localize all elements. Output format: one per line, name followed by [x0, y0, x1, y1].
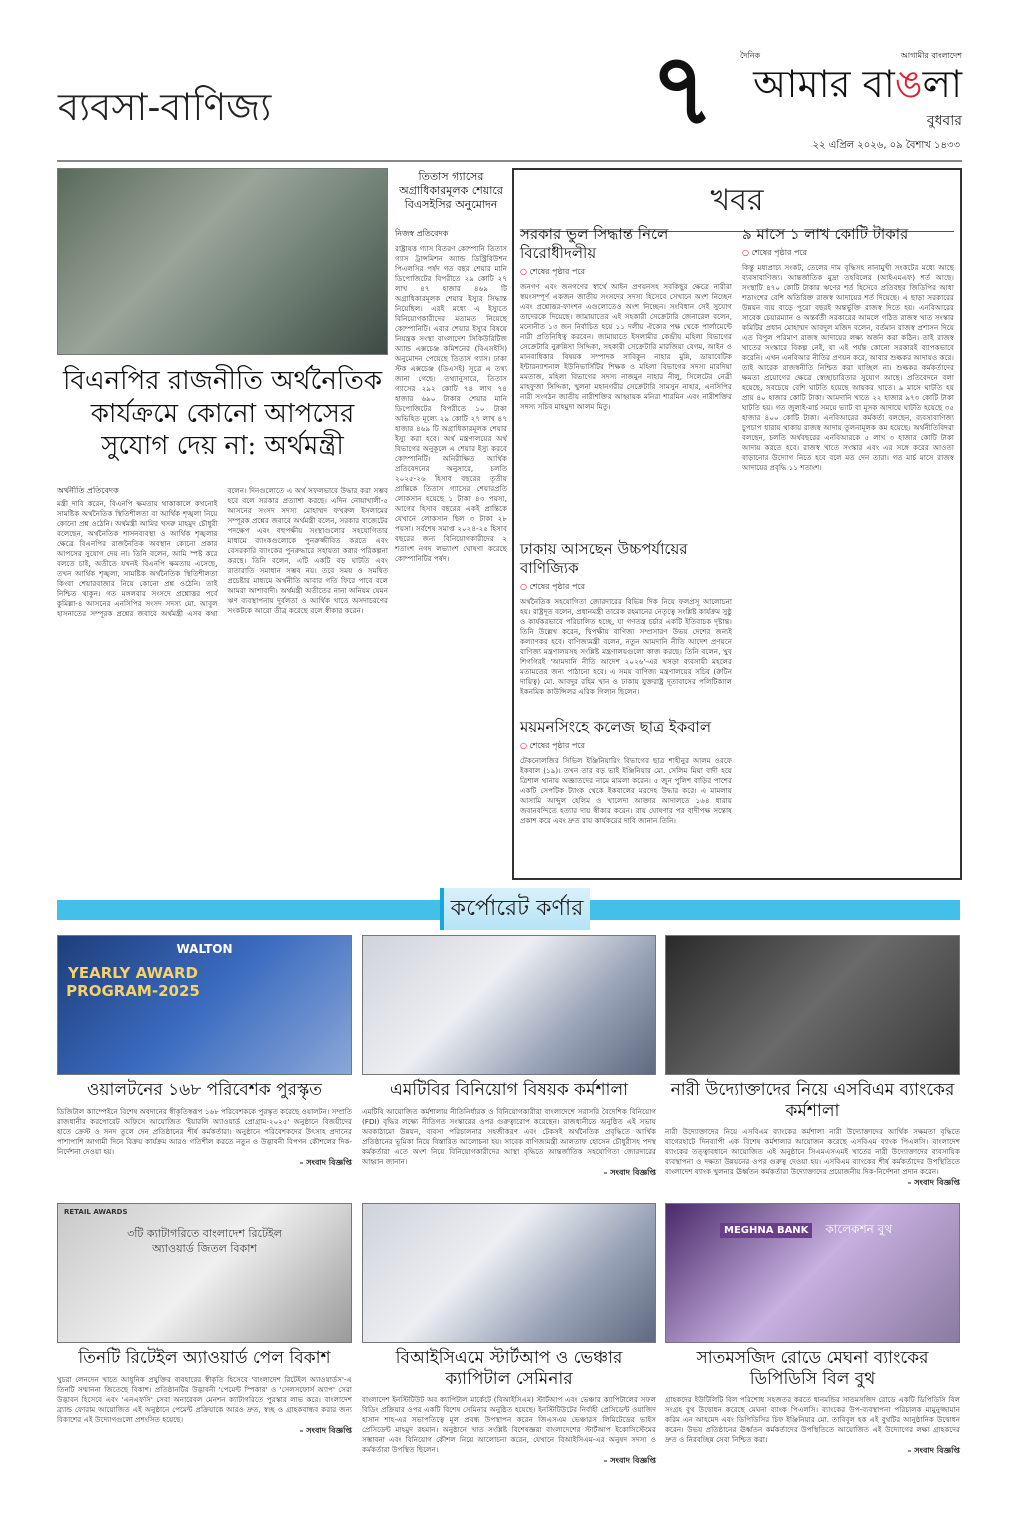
news-story-1: সরকার ভুল সিদ্ধান্ত নিলে বিরোধীদলীয় ○ শেষের পৃষ্ঠার পরে জনগণ এবং জনগণের স্বার্থে আইন প্রণয়নসহ সবকিছুর ক্ষেত্রে নারীরা স্বয়ংসম্পূর্ণ একজন জাতীয় সংসদের সদস্য হিসেবে সেখানে অংশ নিচ্ছেন এবং প্রশ্নোত্তর-ফাংশন এগুলোতেও অংশ নিচ্ছেন। সংবিধান সেই সুযোগ তাদেরকে দিয়েছে। জামায়াতের এই সহকারী সেক্রেটারি জেনারেল বলেন, মনোনীত ১৩ জন নির্বাচিত হয়ে ১১ দলীয় ঐক্যের পক্ষ থেকে পার্লামেন্টে নারী প্রতিনিধিত্ব করবেন। জামায়াতে ইসলামীর কেন্দ্রীয় মহিলা বিভাগের সেক্রেটারি নুরুন্নিসা সিদ্দিকা, সহকারী সেক্রেটারি মারজিয়া বেগম, আইন ও মানবাধিকার বিষয়ক সম্পাদক সাবিকুন নাহার মুন্নি, ডায়াবেটিক ইন্টারন্যাশনাল ইউনিভার্সিটির শিক্ষক ও মহিলা বিভাগের সদস্য মারদিয়া মমতাজ, মহিলা বিভাগের সদস্য নাজমুন নাহার নীলু, সিলেটের নেত্রী মাহফুজা সিদ্দিকা, খুলনা মহানগরীর সেক্রেটারি সামসুন নাহার, এনসিপির নারী সংগঠন জাতীয় নারীশক্তির আহ্বায়ক মনিরা শারমিন এবং নারীশক্তির সদস্য সচিব মাহমুদা আলম মিতু। — [520, 225, 732, 544]
mtb-photo — [362, 935, 656, 1075]
page-number: ৭ — [650, 31, 716, 148]
corporate-story-2 — [362, 1080, 656, 1180]
corporate-story-1 — [57, 1080, 352, 1170]
story-body: টেকনোলজির সিভিল ইঞ্জিনিয়ারিং বিভাগের ছাত্র শাহীনুর আলম ওরফে ইকবাল (১৯)। তখন তার বড় ভাই ইঞ্জিনিয়ার মো. সেলিম মিয়া বাদী হয়ে ত্রিশাল থানায় অজ্ঞাতদের নামে মামলা করেন। ৫ জুন পুলিশ বাড়ির পাশের একটি সেপটিক ট্যাংক থেকে ইকবালের মরদেহ উদ্ধার করে। এ মামলায় আসামি আব্দুল হেলিম ও খালেদা আক্তার আদালতে ১৬৪ ধারায় জবানবন্দিতে হত্যার দায় স্বীকার করেন। রায় ঘোষণার পর বাদীপক্ষ সন্তোষ প্রকাশ করে এবং দ্রুত রায় কার্যকরের দাবি জানান তিনি। — [520, 755, 732, 825]
story-headline[interactable]: এমটিবির বিনিয়োগ বিষয়ক কর্মশালা — [389, 1080, 629, 1100]
middle-byline: নিজস্ব প্রতিবেদক — [395, 229, 449, 238]
lead-photo — [57, 168, 388, 355]
middle-article — [395, 228, 507, 878]
corporate-section-title: কর্পোরেট কর্ণার — [440, 888, 590, 930]
news-story-2: ঢাকায় আসছেন উচ্চপর্যায়ের বাণিজ্যিক ○ শেষের পৃষ্ঠার পরে অর্থনৈতিক সহযোগিতা জোরদারের বিভিন্ন দিক নিয়ে ফলপ্রসূ আলোচনা হয়। রাষ্ট্রদূত বলেন, প্রধানমন্ত্রী তারেক রহমানের নেতৃত্বে সংশ্লিষ্ট কার্যক্রম সুষ্ঠু ও কার্যকরভাবে পরিচালিত হচ্ছে, যা গণতন্ত্র চর্চার একটি ইতিবাচক দৃষ্টান্ত। তিনি উল্লেখ করেন, দ্বিপক্ষীয় বাণিজ্য সম্প্রসারণ উভয় দেশের জন্যই কল্যাণকর হবে। বাণিজ্যমন্ত্রী বলেন, নতুন আমদানি নীতি আদেশ প্রণয়নে বাণিজ্য মন্ত্রণালয়সহ সংশ্লিষ্ট মন্ত্রণালয়গুলো কাজ করছে। তিনি বলেন, খুব শিগগিরই 'আমদানি নীতি আদেশ ২০২৬'-এর খসড়া ব্যবসায়ী মহলের মতামতের জন্য পাঠানো হবে। এ সময় বাণিজ্য মন্ত্রণালয়ের সচিব (রুটিন দায়িত্ব) মো. আবদুর রহিম খান ও ঢাকায় যুক্তরাষ্ট্র দূতাবাসের পলিটিক্যাল ইকনমিক কাউন্সিলর এরিক গিলান ছিলেন। — [520, 540, 732, 727]
story-headline[interactable]: ময়মনসিংহে কলেজ ছাত্র ইকবাল — [520, 718, 712, 736]
story-headline[interactable]: ওয়ালটনের ১৬৮ পরিবেশক পুরস্কৃত — [87, 1080, 322, 1100]
weekday: বুধবার — [926, 113, 962, 129]
story-body: নারী উদ্যোক্তাদের নিয়ে এসবিএম ব্যাংকের কর্মশালা নারী উদ্যোক্তাদের আর্থিক সক্ষমতা বৃদ্ধিতে বাগেরহাটে দিনব্যাপী এক বিশেষ কর্মশালার আয়োজন করেছে এসবিএম ব্যাংক পিএলসি। বাংলাদেশ ব্যাংকের তত্ত্বাবধানে আয়োজিত এই অনুষ্ঠানে সিএমএসএমই খাতের নারী উদ্যোক্তাদের ব্যবসায়িক ব্যবস্থাপনা ও দক্ষতা উন্নয়নের ওপর গুরুত্ব দেওয়া হয়। এসবিএম ব্যাংকের শীর্ষ কর্মকর্তাদের উপস্থিতিতে বাংলাদেশ ব্যাংক খুলনার ঊর্ধ্বতন কর্মকর্তারা উদ্যোক্তাদের প্রয়োজনীয় দিক-নির্দেশনা প্রদান করেন। — [665, 1126, 960, 1176]
corporate-story-3 — [665, 1080, 960, 1190]
lead-headline[interactable]: বিএনপির রাজনীতি অর্থনৈতিক কার্যক্রমে কোনো আপসের সুযোগ দেয় না: অর্থমন্ত্রী — [62, 366, 383, 461]
lead-body: মন্ত্রী দাবি করেন, বিএনপি ক্ষমতায় থাকাকালে কখনোই সামষ্টিক অর্থনৈতিক স্থিতিশীলতা বা আর্থিক শৃঙ্খলা নিয়ে কোনো প্রশ্ন ওঠেনি। অর্থমন্ত্রী আমির খসরু মাহমুদ চৌধুরী বলেছেন, অর্থনৈতিক শাসনব্যবস্থা ও আর্থিক শৃঙ্খলার ক্ষেত্রে বিএনপির রাজনৈতিক অবস্থান কোনো প্রকার আপসের সুযোগ দেয় না। তিনি বলেন, আমি স্পষ্ট করে বলতে চাই, অতীতে যখনই বিএনপি ক্ষমতায় এসেছে, তখন আর্থিক শৃঙ্খলা, সামষ্টিক অর্থনৈতিক স্থিতিশীলতা কিংবা শেয়ারবাজার নিয়ে কোনো প্রশ্ন ওঠেনি। তাই নিশ্চিত থাকুন। গত মঙ্গলবার সংসদে প্রশ্নোত্তর পর্বে কুমিল্লা-৪ আসনের এনসিপির সংসদ সদস্য মো. আবুল হাসনাতের সম্পূরক প্রশ্নের জবাবে অর্থমন্ত্রী এসব কথা বলেন। দিনগুলোতে এ অর্থ সফলভাবে উদ্ধার করা সম্ভব হবে বলে সরকার প্রত্যাশা করছে। এদিন নোয়াখালী-৫ আসনের সংসদ সদস্য মোহাম্মদ ফখরুল ইসলামের সম্পূরক প্রশ্নের জবাবে অর্থমন্ত্রী বলেন, সরকার বাজেটের পদক্ষেপ এবং বহুপক্ষীয় সংস্থাগুলোর সহযোগিতার মাধ্যমে ব্যাংকগুলোকে পুনরুজ্জীবিত করতে এবং বেসরকারি ব্যাংকের পুনরুদ্ধারে সহায়তা করার পরিকল্পনা করছে। তিনি বলেন, এটি একটি বড় ঘাটতি এবং রাতারাতি সমাধান সম্ভব নয়। তবে সময় ও সমন্বিত প্রচেষ্টার মাধ্যমে অর্থনীতি আবার গতি ফিরে পাবে বলে আমরা আশাবাদী। অর্থমন্ত্রী অতীতের নানা অনিয়ম যেমন ঋণ ব্যবস্থাপনায় দুর্বলতা ও আর্থিক খাতে অসদাচরণের সংকটকে আরো তীব্র করেছে বলে স্বীকার করেন। — [57, 486, 388, 618]
story-headline[interactable]: তিনটি রিটেইল অ্যাওয়ার্ড পেল বিকাশ — [78, 1348, 331, 1368]
walton-photo: WALTON YEARLY AWARD PROGRAM-2025 — [57, 935, 352, 1075]
story-body: কিন্তু মধ্যপ্রাচ্য সংকট, তেলের দাম বৃদ্ধিসহ নানামুখী সংকটের মধ্যে আছে ব্যবসাবাণিজ্য। আন্তর্জাতিক মুদ্রা তহবিলের (আইএমএফ) শর্ত আছে। সংস্থাটি ৪৭০ কোটি টাকার ঋণের শর্ত হিসেবে প্রতিবছর জিডিপির আধা শতাংশের বেশি অতিরিক্ত রাজস্ব আদায়ের শর্ত দিয়েছে। এ ছাড়া সরকারের উন্নয়ন ব্যয় বাড়ে পুরো বছরই অন্তর্ভুক্তি রাজস্ব দিতে হয়। এনবিআরের সাবেক চেয়ারম্যান ও অন্তর্বর্তী সরকারের আমলে গঠিত রাজস্ব খাত সংস্কার কমিটির প্রধান মোহাম্মদ আবদুল মজিদ বলেন, বর্তমান রাজস্ব প্রশাসন দিয়ে এত বিপুল পরিমাণ রাজস্ব আদায়ের লক্ষ্য অর্জন করা কঠিন। তাই রাজস্ব খাতের সংস্কারে বিকল্প নেই, যা এই পর্যন্ত কোনো সরকারই ব্যাপকভাবে করেনি। এখন এনবিআর নীতির প্রণয়ন করে, আবার শুল্ককর আদায়ও করে। তাই আরেক রাজস্বনীতি নিশ্চিত করা যাচ্ছিল না। শুল্ককর কর্মকর্তাদের ক্ষমতা প্রয়োগের ক্ষেত্রে স্বেচ্ছাচারিতার সুযোগ আছে। প্রতিবেদনে বলা হয়েছে, সবচেয়ে বেশি ঘাটতি হয়েছে আয়কর খাতে। ৯ মাসে ঘাটতি হয় প্রায় ৪০ হাজার কোটি টাকা। আমদানি খাতে ২২ হাজার ৯৭৩ কোটি টাকা ঘাটতি হয়। গত জুলাই-মার্চ সময়ে ভ্যাট বা মূসক আদায়ে ঘাটতি হয়েছে ৩৫ হাজার ৪০০ কোটি টাকা। এনবিআরের কর্মকর্তা বলছেন, ব্যবসাবাণিজ্য চুপচাপ ধারায় থাকায় রাজস্ব আদায় তুলনামূলক কম হয়েছে। অর্থনীতিবিদরা বলছেন, চলতি অর্থবছরের এনবিআরকে ৫ লাখ ৩ হাজার কোটি টাকা আদায় করতে হবে। রাজস্ব খাতে সংস্কার এবং এর সঙ্গে করের আওতা বাড়ানোর উদ্যোগ নিতে হবে বলে মত দেন তারা। গত মার্চ মাসে রাজস্ব আদায়ের প্রবৃদ্ধি ১১ শতাংশ। — [742, 262, 954, 472]
story-body: জনগণ এবং জনগণের স্বার্থে আইন প্রণয়নসহ সবকিছুর ক্ষেত্রে নারীরা স্বয়ংসম্পূর্ণ একজন জাতীয় সংসদের সদস্য হিসেবে সেখানে অংশ নিচ্ছেন এবং প্রশ্নোত্তর-ফাংশন এগুলোতেও অংশ নিচ্ছেন। সংবিধান সেই সুযোগ তাদেরকে দিয়েছে। জামায়াতের এই সহকারী সেক্রেটারি জেনারেল বলেন, মনোনীত ১৩ জন নির্বাচিত হয়ে ১১ দলীয় ঐক্যের পক্ষ থেকে পার্লামেন্টে নারী প্রতিনিধিত্ব করবেন। জামায়াতে ইসলামীর কেন্দ্রীয় মহিলা বিভাগের সেক্রেটারি নুরুন্নিসা সিদ্দিকা, সহকারী সেক্রেটারি মারজিয়া বেগম, আইন ও মানবাধিকার বিষয়ক সম্পাদক সাবিকুন নাহার মুন্নি, ডায়াবেটিক ইন্টারন্যাশনাল ইউনিভার্সিটির শিক্ষক ও মহিলা বিভাগের সদস্য মারদিয়া মমতাজ, মহিলা বিভাগের সদস্য নাজমুন নাহার নীলু, সিলেটের নেত্রী মাহফুজা সিদ্দিকা, খুলনা মহানগরীর সেক্রেটারি সামসুন নাহার, এনসিপির নারী সংগঠন জাতীয় নারীশক্তির আহ্বায়ক মনিরা শারমিন এবং নারীশক্তির সদস্য সচিব মাহমুদা আলম মিতু। — [520, 281, 732, 411]
middle-headline[interactable]: তিতাস গ্যাসের অগ্রাধিকারমূলক শেয়ারে বিএসইসির অনুমোদন — [399, 170, 503, 211]
story-credit: – সংবাদ বিজ্ঞপ্তি — [299, 1426, 352, 1436]
story-credit: – সংবাদ বিজ্ঞপ্তি — [603, 1455, 656, 1465]
story-body: ডিজিটাল ক্যাম্পেইনে বিশেষ অবদানের স্বীকৃতিস্বরূপ ১৬৮ পরিবেশককে পুরস্কৃত করেছে ওয়ালটন। সম্প্রতি রাজধানীর করপোরেট অফিসে আয়োজিত 'ইয়ারলি অ্যাওয়ার্ড প্রোগ্রাম-২০২৫' অনুষ্ঠানে বিজয়ীদের হাতে ক্রেস্ট ও সনদ তুলে দেন প্রতিষ্ঠানের শীর্ষ কর্মকর্তারা। অনুষ্ঠানে পরিবেশকদের উৎসাহ প্রদানের পাশাপাশি আগামী দিনে বিক্রয় কার্যক্রম আরও গতিশীল করতে নতুন ও উদ্ভাবনী বিপণন কৌশলের দিক-নির্দেশনা দেওয়া হয়। — [57, 1107, 352, 1157]
masthead-logo — [740, 50, 962, 133]
story-headline[interactable]: ৯ মাসে ১ লাখ কোটি টাকার — [742, 225, 909, 243]
story-credit: – সংবাদ বিজ্ঞপ্তি — [907, 1445, 960, 1455]
meghna-photo: MEGHNA BANK কালেকশন বুথ — [665, 1203, 960, 1343]
date-line: ২২ এপ্রিল ২০২৬, ০৯ বৈশাখ ১৪৩৩ — [812, 140, 960, 151]
story-credit: – সংবাদ বিজ্ঞপ্তি — [299, 1158, 352, 1168]
story-body: খুচরা লেনদেন খাতে আধুনিক প্রযুক্তির ব্যবহারের স্বীকৃতি হিসেবে 'বাংলাদেশ রিটেইল অ্যাওয়ার্ডস'-এ তিনটি সম্মাননা জিতেছে বিকাশ। প্রতিষ্ঠানটির উদ্ভাবনী 'পেমেন্ট স্পিকার' ও 'সেলসফোর্স অ্যাপ' সেরা উদ্ভাবন হিসেবে এবং 'এনএফসি' সেবা অনারেবল মেনশন ক্যাটাগরিতে পুরস্কার লাভ করে। বাংলাদেশ ব্র্যান্ড ফোরাম আয়োজিত এই অনুষ্ঠানে পেমেন্ট প্রক্রিয়াকে আরও দ্রুত, স্বচ্ছ ও গ্রাহকবান্ধব করার জন্য বিকাশের এই উদ্যোগগুলো প্রশংসিত হয়েছে। — [57, 1375, 352, 1425]
sbm-photo — [665, 935, 960, 1075]
header-divider — [57, 160, 962, 162]
masthead-prefix: দৈনিক — [740, 51, 761, 60]
masthead-tagline: আগামীর বাংলাদেশ — [900, 51, 962, 60]
story-body: এমটিবি আয়োজিত কর্মশালায় নীতিনির্ধারক ও বিনিয়োগকারীরা বাংলাদেশে সরাসরি বৈদেশিক বিনিয়োগ (FDI) বৃদ্ধির লক্ষ্যে নীতিগত সংস্কারের ওপর গুরুত্বারোপ করেছেন। রাজধানীতে অনুষ্ঠিত এই সভায় অবকাঠামো উন্নয়ন, ব্যবসা পরিচালনার সহজীকরণ এবং টেকসই অর্থনৈতিক প্রবৃদ্ধিতে আর্থিক প্রতিষ্ঠানের ভূমিকা নিয়ে বিস্তারিত আলোচনা হয়। সাবেক বাণিজ্যমন্ত্রী আলতাফ হোসেন চৌধুরীসহ পদস্থ কর্মকর্তারা এতে অংশ নিয়ে বিনিয়োগকারীদের আস্থা বৃদ্ধিতে আন্তর্জাতিক সহযোগিতা জোরদারের আহ্বান জানান। — [362, 1107, 656, 1167]
story-headline[interactable]: ঢাকায় আসছেন উচ্চপর্যায়ের বাণিজ্যিক — [520, 540, 688, 577]
story-body: অর্থনৈতিক সহযোগিতা জোরদারের বিভিন্ন দিক নিয়ে ফলপ্রসূ আলোচনা হয়। রাষ্ট্রদূত বলেন, প্রধানমন্ত্রী তারেক রহমানের নেতৃত্বে সংশ্লিষ্ট কার্যক্রম সুষ্ঠু ও কার্যকরভাবে পরিচালিত হচ্ছে, যা গণতন্ত্র চর্চার একটি ইতিবাচক দৃষ্টান্ত। তিনি উল্লেখ করেন, দ্বিপক্ষীয় বাণিজ্য সম্প্রসারণ উভয় দেশের জন্যই কল্যাণকর হবে। বাণিজ্যমন্ত্রী বলেন, নতুন আমদানি নীতি আদেশ প্রণয়নে বাণিজ্য মন্ত্রণালয়সহ সংশ্লিষ্ট মন্ত্রণালয়গুলো কাজ করছে। তিনি বলেন, খুব শিগগিরই 'আমদানি নীতি আদেশ ২০২৬'-এর খসড়া ব্যবসায়ী মহলের মতামতের জন্য পাঠানো হবে। এ সময় বাণিজ্য মন্ত্রণালয়ের সচিব (রুটিন দায়িত্ব) মো. আবদুর রহিম খান ও ঢাকায় যুক্তরাষ্ট্র দূতাবাসের পলিটিক্যাল ইকনমিক কাউন্সিলর এরিক গিলান ছিলেন। — [520, 596, 732, 696]
bicm-photo — [362, 1203, 656, 1343]
story-headline[interactable]: বিআইসিএমে স্টার্টআপ ও ভেঞ্চার ক্যাপিটাল সেমিনার — [395, 1348, 623, 1390]
news-story-3: ময়মনসিংহে কলেজ ছাত্র ইকবাল ○ শেষের পৃষ্ঠার পরে টেকনোলজির সিভিল ইঞ্জিনিয়ারিং বিভাগের ছাত্র শাহীনুর আলম ওরফে ইকবাল (১৯)। তখন তার বড় ভাই ইঞ্জিনিয়ার মো. সেলিম মিয়া বাদী হয়ে ত্রিশাল থানায় অজ্ঞাতদের নামে মামলা করেন। ৫ জুন পুলিশ বাড়ির পাশের একটি সেপটিক ট্যাংক থেকে ইকবালের মরদেহ উদ্ধার করে। এ মামলায় আসামি আব্দুল হেলিম ও খালেদা আক্তার আদালতে ১৬৪ ধারায় জবানবন্দিতে হত্যার দায় স্বীকার করেন। রায় ঘোষণার পর বাদীপক্ষ সন্তোষ প্রকাশ করে এবং দ্রুত রায় কার্যকরের দাবি জানান তিনি। — [520, 718, 732, 876]
news-story-4: ৯ মাসে ১ লাখ কোটি টাকার ○ শেষের পৃষ্ঠার পরে কিন্তু মধ্যপ্রাচ্য সংকট, তেলের দাম বৃদ্ধিসহ নানামুখী সংকটের মধ্যে আছে ব্যবসাবাণিজ্য। আন্তর্জাতিক মুদ্রা তহবিলের (আইএমএফ) শর্ত আছে। সংস্থাটি ৪৭০ কোটি টাকার ঋণের শর্ত হিসেবে প্রতিবছর জিডিপির আধা শতাংশের বেশি অতিরিক্ত রাজস্ব আদায়ের শর্ত দিয়েছে। এ ছাড়া সরকারের উন্নয়ন ব্যয় বাড়ে পুরো বছরই অন্তর্ভুক্তি রাজস্ব দিতে হয়। এনবিআরের সাবেক চেয়ারম্যান ও অন্তর্বর্তী সরকারের আমলে গঠিত রাজস্ব খাত সংস্কার কমিটির প্রধান মোহাম্মদ আবদুল মজিদ বলেন, বর্তমান রাজস্ব প্রশাসন দিয়ে এত বিপুল পরিমাণ রাজস্ব আদায়ের লক্ষ্য অর্জন করা কঠিন। তাই রাজস্ব খাতের সংস্কারে বিকল্প নেই, যা এই পর্যন্ত কোনো সরকারই ব্যাপকভাবে করেনি। এখন এনবিআর নীতির প্রণয়ন করে, আবার শুল্ককর আদায়ও করে। তাই আরেক রাজস্বনীতি নিশ্চিত করা যাচ্ছিল না। শুল্ককর কর্মকর্তাদের ক্ষমতা প্রয়োগের ক্ষেত্রে স্বেচ্ছাচারিতার সুযোগ আছে। প্রতিবেদনে বলা হয়েছে, সবচেয়ে বেশি ঘাটতি হয়েছে আয়কর খাতে। ৯ মাসে ঘাটতি হয় প্রায় ৪০ হাজার কোটি টাকা। আমদানি খাতে ২২ হাজার ৯৭৩ কোটি টাকা ঘাটতি হয়। গত জুলাই-মার্চ সময়ে ভ্যাট বা মূসক আদায়ে ঘাটতি হয়েছে ৩৫ হাজার ৪০০ কোটি টাকা। এনবিআরের কর্মকর্তা বলছেন, ব্যবসাবাণিজ্য চুপচাপ ধারায় থাকায় রাজস্ব আদায় তুলনামূলক কম হয়েছে। অর্থনীতিবিদরা বলছেন, চলতি অর্থবছরের এনবিআরকে ৫ লাখ ৩ হাজার কোটি টাকা আদায় করতে হবে। রাজস্ব খাতে সংস্কার এবং এর সঙ্গে করের আওতা বাড়ানোর উদ্যোগ নিতে হবে বলে মত দেন তারা। গত মার্চ মাসে রাজস্ব আদায়ের প্রবৃদ্ধি ১১ শতাংশ। — [742, 225, 954, 888]
middle-body: রাষ্ট্রায়ত্ত গ্যাস বিতরণ কোম্পানি তিতাস গ্যাস ট্রান্সমিশন অ্যান্ড ডিস্ট্রিবিউশন পিএলসির পর্ষদ গত বছর শেয়ার মানি ডিপোজিটের বিপরীতে ২৯ কোটি ২৭ লাখ ৪৭ হাজার ৪৬৯ টি অগ্রাধিকারমূলক শেয়ার ইস্যুর সিদ্ধান্ত নিয়েছিল। এরই মধ্যে এ ইস্যুতে বিনিয়োগকারীদের মতামত নিয়েছে কোম্পানিটি। এবার শেয়ার ইস্যুর বিষয়ে নিয়ন্ত্রক সংস্থা বাংলাদেশ সিকিউরিটিজ অ্যান্ড এক্সচেঞ্জ কমিশনের (বিএসইসি) অনুমোদন পেয়েছে তিতাস গ্যাস। ঢাকা স্টক এক্সচেঞ্জ (ডিএসই) সূত্রে এ তথ্য জানা গেছে। তথ্যানুসারে, তিতাস গ্যাসের ২৯২ কোটি ৭৪ লাখ ৭৪ হাজার ৬৯০ টাকার শেয়ার মানি ডিপোজিটের বিপরীতে ১০ টাকা অভিহিত মূল্যে ২৯ কোটি ২৭ লাখ ৪৭ হাজার ৪৬৯ টি অগ্রাধিকারমূলক শেয়ার ইস্যু করা হবে। অর্থ মন্ত্রণালয়ের অর্থ বিভাগের অনুকূলে এ শেয়ার ইস্যু করবে কোম্পানিটি। অনিরীক্ষিত আর্থিক প্রতিবেদনের অনুসারে, চলতি ২০২৫-২৬ হিসাব বছরের তৃতীয় প্রান্তিকে তিতাস গ্যাসের শেয়ারপ্রতি লোকসান হয়েছে ১ টাকা ৪৩ পয়সা, আগের হিসাব বছরের একই প্রান্তিকে যেখানে লোকসান ছিল ৩ টাকা ২৮ পয়সা। সর্বশেষ সমাপ্ত ২০২৪-২৫ হিসাব বছরের জন্য বিনিয়োগকারীদের ২ শতাংশ নগদ লভ্যাংশ ঘোষণা করেছে কোম্পানিটির পর্ষদ। — [395, 244, 507, 563]
story-headline[interactable]: সরকার ভুল সিদ্ধান্ত নিলে বিরোধীদলীয় — [520, 225, 669, 262]
story-headline[interactable]: নারী উদ্যোক্তাদের নিয়ে এসবিএম ব্যাংকের কর্মশালা — [670, 1080, 955, 1122]
story-credit: – সংবাদ বিজ্ঞপ্তি — [907, 1177, 960, 1187]
news-box-title: খবর — [710, 183, 764, 218]
bkash-photo: RETAIL AWARDS ৩টি ক্যাটাগরিতে বাংলাদেশ রিটেইল অ্যাওয়ার্ড জিতল বিকাশ — [57, 1203, 352, 1343]
story-body: গ্রাহকদের ইউটিলিটি বিল পরিশোধ সহজতর করতে ধানমন্ডির সাতমসজিদ রোডে একটি ডিপিডিসি বিল সংগ্রহ বুথ উদ্বোধন করেছে মেঘনা ব্যাংক পিএলসি। ব্যাংকের উপ-ব্যবস্থাপনা পরিচালক মামুনুজ্জামান করিম এন আহমেদ এবং ডিপিডিসির চিফ ইঞ্জিনিয়ার মো. তাবিবুল হক এই বুথটির আনুষ্ঠানিক উদ্বোধন করেন। উভয় প্রতিষ্ঠানের ঊর্ধ্বতন কর্মকর্তাদের উপস্থিতিতে আয়োজিত এই উদ্যোগের লক্ষ্য গ্রাহকদের দ্রুত ও নিরবচ্ছিন্ন সেবা নিশ্চিত করা। — [665, 1394, 960, 1444]
lead-byline: অর্থনীতি প্রতিবেদক — [57, 486, 119, 495]
story-headline[interactable]: সাতমসজিদ রোডে মেঘনা ব্যাংকের ডিপিডিসি বিল বুথ — [696, 1348, 929, 1390]
story-body: বাংলাদেশ ইনস্টিটিউট অব ক্যাপিটাল মার্কেটে (বিআইসিএম) স্টার্টআপ এবং ভেঞ্চার ক্যাপিটালের সফল বিডিং প্রক্রিয়ার ওপর একটি বিশেষ সেমিনার অনুষ্ঠিত হয়েছে। ইনস্টিটিউটের নির্বাহী প্রেসিডেন্ট ওয়াজিদ হাসান শাহ-এর সভাপতিত্বে মূল প্রবন্ধ উপস্থাপন করেন জিএসএম ভেঞ্চারস লিমিটেডের ভাইস প্রেসিডেন্ট মাহমুদ রহমান। অনুষ্ঠানে খাত সংশ্লিষ্ট বিশেষজ্ঞরা বাংলাদেশের স্টার্টআপ ইকোসিস্টেমের সম্ভাবনা এবং বিনিয়োগ কৌশল নিয়ে আলোচনা করেন, যেখানে বিআইসিএম-এর অনুষদ সদস্য ও কর্মকর্তারা উপস্থিত ছিলেন। — [362, 1394, 656, 1454]
corporate-story-5 — [362, 1348, 656, 1468]
corporate-story-4 — [57, 1348, 352, 1438]
section-title: ব্যবসা-বাণিজ্য — [58, 85, 272, 129]
lead-article — [57, 486, 388, 878]
story-credit: – সংবাদ বিজ্ঞপ্তি — [603, 1168, 656, 1178]
corporate-story-6 — [665, 1348, 960, 1458]
masthead-name: আমার বাঙলা — [753, 62, 962, 106]
